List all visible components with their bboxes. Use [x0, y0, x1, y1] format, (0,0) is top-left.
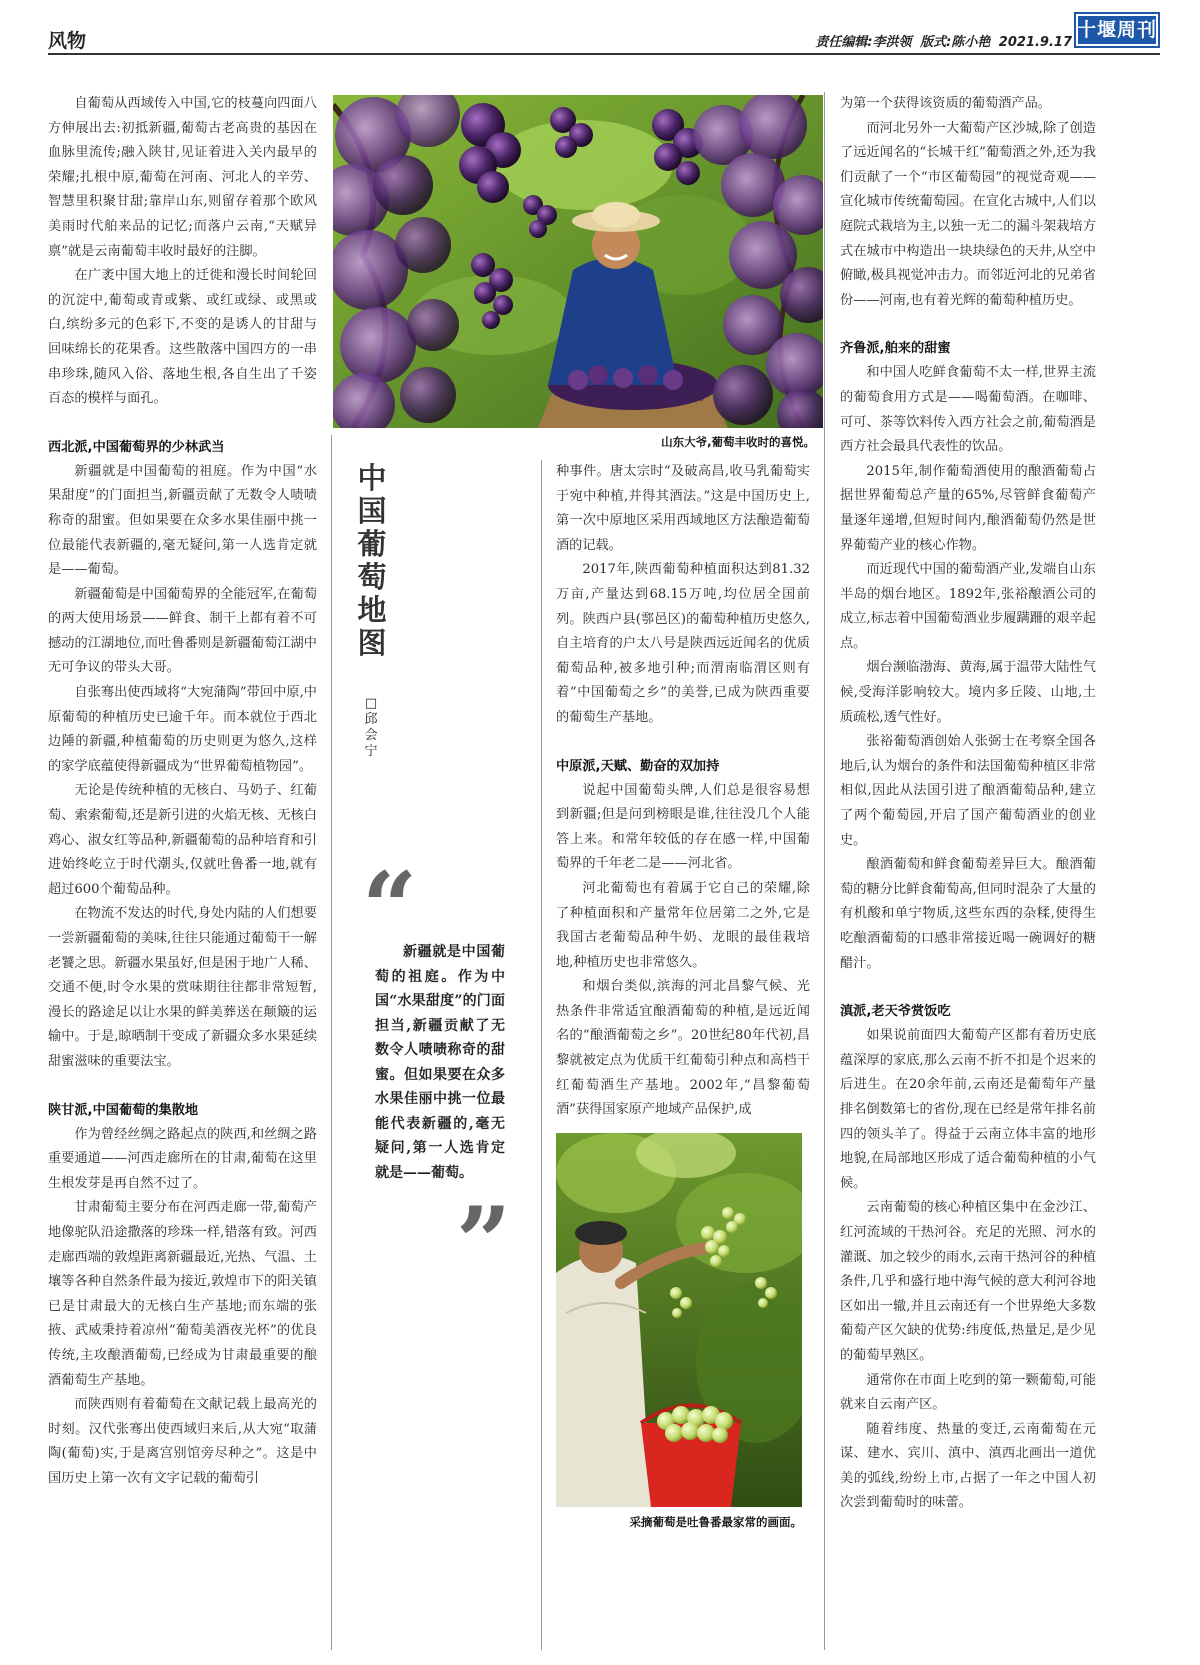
paragraph: 如果说前面四大葡萄产区都有着历史底蕴深厚的家底,那么云南不折不扣是个迟来的后进生。在20余年前,云南还是葡萄年产量排名倒数第七的省份,现在已经是常年排名前四的领头羊了。得益于云南立体丰富的地形地貌,在局部地区形成了适合葡萄种植的小气候。: [840, 1028, 1096, 1191]
paragraph: 甘肃葡萄主要分布在河西走廊一带,葡萄产地像驼队沿途撒落的珍珠一样,错落有致。河西走廊西端的敦煌距离新疆最近,光热、气温、土壤等各种自然条件最为接近,敦煌市下的阳关镇已是甘肃最大的无核白生产基地;而东端的张掖、武威秉持着凉州“葡萄美酒夜光杯”的优良传统,主攻酿酒葡萄,已经成为甘肃最重要的酿酒葡萄生产基地。: [48, 1200, 317, 1388]
article-title: 中国葡萄地图: [357, 461, 387, 660]
top-photo-caption: 山东大爷,葡萄丰收时的喜悦。: [661, 435, 815, 449]
paragraph: 新疆葡萄是中国葡萄界的全能冠军,在葡萄的两大使用场景——鲜食、制干上都有着不可撼动的江湖地位,而吐鲁番则是新疆葡萄江湖中无可争议的带头大哥。: [48, 586, 317, 676]
paragraph: 和中国人吃鲜食葡萄不太一样,世界主流的葡萄食用方式是——喝葡萄酒。在咖啡、可可、茶等饮料传入西方社会之前,葡萄酒是西方社会最具代表性的饮品。: [840, 365, 1096, 455]
paragraph: 通常你在市面上吃到的第一颗葡萄,可能就来自云南产区。: [840, 1372, 1096, 1413]
paragraph: 而近现代中国的葡萄酒产业,发端自山东半岛的烟台地区。1892年,张裕酿酒公司的成立,标志着中国葡萄酒业步履蹒跚的艰辛起点。: [840, 562, 1096, 651]
paragraph: 自葡萄从西域传入中国,它的枝蔓向四面八方伸展出去:初抵新疆,葡萄古老高贵的基因在血脉里流传;融入陕甘,见证着进入关内最早的荣耀;扎根中原,葡萄在河南、河北人的辛劳、智慧里积聚甘甜;靠岸山东,则留存着那个欧风美雨时代舶来品的记忆;而落户云南,“天赋异禀”就是云南葡萄丰收时最好的注脚。: [48, 96, 317, 259]
paragraph: 和烟台类似,滨海的河北昌黎气候、光热条件非常适宜酿酒葡萄的种植,是远近闻名的“酿酒葡萄之乡”。20世纪80年代初,昌黎就被定点为优质干红葡萄引种点和高档干红葡萄酒生产基地。2002年,“昌黎葡萄酒”获得国家原产地域产品保护,成: [556, 979, 810, 1118]
column-divider: [541, 460, 542, 1650]
paragraph: 随着纬度、热量的变迁,云南葡萄在元谋、建水、宾川、滇中、滇西北画出一道优美的弧线,纷纷上市,占据了一年之中国人初次尝到葡萄时的味蕾。: [840, 1421, 1096, 1511]
paragraph: 酿酒葡萄和鲜食葡萄差异巨大。酿酒葡萄的糖分比鲜食葡萄高,但同时混杂了大量的有机酸和单宁物质,这些东西的杂糅,使得生吃酿酒葡萄的口感非常接近喝一碗调好的糖醋汁。: [840, 857, 1096, 971]
paragraph: 烟台濒临渤海、黄海,属于温带大陆性气候,受海洋影响较大。境内多丘陵、山地,土质疏松,透气性好。: [840, 660, 1096, 725]
close-quote-mark: ”: [456, 1186, 512, 1299]
section-heading: 西北派,中国葡萄界的少林武当: [48, 439, 225, 455]
issue-date: 2021.9.17: [998, 35, 1072, 50]
paragraph: 2015年,制作葡萄酒使用的酿酒葡萄占据世界葡萄总产量的65%,尽管鲜食葡萄产量逐年递增,但短时间内,酿酒葡萄仍然是世界葡萄产业的核心作物。: [840, 463, 1096, 553]
section-name: 风物: [48, 30, 87, 52]
paragraph: 为第一个获得该资质的葡萄酒产品。: [840, 96, 1051, 111]
paragraph: 云南葡萄的核心种植区集中在金沙江、红河流域的干热河谷。充足的光照、河水的灌溉、加之较少的雨水,云南干热河谷的种植条件,几乎和盛行地中海气候的意大利河谷地区如出一辙,并且云南还有一个世界绝大多数葡萄产区欠缺的优势:纬度低,热量足,是少见的葡萄早熟区。: [840, 1200, 1096, 1363]
layout-name: 版式:陈小艳: [920, 35, 991, 50]
column-4: [840, 92, 1096, 1516]
section-heading: 滇派,老天爷赏饭吃: [840, 1004, 951, 1020]
pull-quote: 新疆就是中国葡萄的祖庭。作为中国“水果甜度”的门面担当,新疆贡献了无数令人啧啧称奇的甜蜜。但如果要在众多水果佳丽中挑一位最能代表新疆的,毫无疑问,第一人选肯定就是——葡萄。: [375, 944, 505, 1181]
paragraph: 在广袤中国大地上的迁徙和漫长时间轮回的沉淀中,葡萄或青或紫、或红或绿、或黑或白,缤纷多元的色彩下,不变的是诱人的甘甜与回味绵长的花果香。这些散落中国四方的一串串珍珠,随风入俗、落地生根,各自生出了千姿百态的模样与面孔。: [48, 268, 317, 407]
paragraph: 而河北另外一大葡萄产区沙城,除了创造了远近闻名的“长城干红”葡萄酒之外,还为我们贡献了一个“市区葡萄园”的视觉奇观——宣化城市传统葡萄园。在宣化古城中,人们以庭院式栽培为主,以独一无二的漏斗架栽培方式在城市中构造出一块块绿色的天井,从空中俯瞰,极具视觉冲击力。而邻近河北的兄弟省份——河南,也有着光辉的葡萄种植历史。: [840, 120, 1096, 308]
paragraph: 新疆就是中国葡萄的祖庭。作为中国“水果甜度”的门面担当,新疆贡献了无数令人啧啧称奇的甜蜜。但如果要在众多水果佳丽中挑一位最能代表新疆的,毫无疑问,第一人选肯定就是——葡萄。: [48, 463, 317, 578]
column-divider: [331, 435, 332, 1650]
paragraph: 2017年,陕西葡萄种植面积达到81.32万亩,产量达到68.15万吨,均位居全国前列。陕西户县(鄠邑区)的葡萄种植历史悠久,自主培育的户太八号是陕西远近闻名的优质葡萄品种,被多地引种;而渭南临渭区则有着“中国葡萄之乡”的美誉,已成为陕西重要的葡萄生产基地。: [556, 562, 810, 725]
section-heading: 齐鲁派,舶来的甜蜜: [840, 341, 951, 357]
grape-harvest-photo: [333, 95, 823, 428]
paragraph: 河北葡萄也有着属于它自己的荣耀,除了种植面积和产量常年位居第二之外,它是我国古老葡萄品种牛奶、龙眼的最佳栽培地,种植历史也非常悠久。: [556, 880, 810, 970]
paragraph: 无论是传统种植的无核白、马奶子、红葡萄、索索葡萄,还是新引进的火焰无核、无核白鸡心、淑女红等品种,新疆葡萄的品种培育和引进始终屹立于时代潮头,仅就吐鲁番一地,就有超过600个葡萄品种。: [48, 783, 317, 897]
paragraph: 而陕西则有着葡萄在文献记载上最高光的时刻。汉代张骞出使西域归来后,从大宛“取蒲陶(葡萄)实,于是离宫别馆旁尽种之”。这是中国历史上第一次有文字记载的葡萄引: [48, 1397, 317, 1486]
paragraph: 种事件。唐太宗时“及破高昌,收马乳葡萄实于宛中种植,并得其酒法。”这是中国历史上,第一次中原地区采用西域地区方法酿造葡萄酒的记载。: [556, 464, 810, 553]
column-1: [48, 92, 317, 1491]
paragraph: 在物流不发达的时代,身处内陆的人们想要一尝新疆葡萄的美味,往往只能通过葡萄干一解老饕之思。新疆水果虽好,但是困于地广人稀、交通不便,时令水果的赏味期往往都非常短暂,漫长的路途足以让水果的鲜美葬送在颠簸的运输中。于是,晾晒制干变成了新疆众多水果延续甜蜜滋味的重要法宝。: [48, 906, 317, 1069]
editor-name: 责任编辑:李洪领: [815, 35, 912, 50]
editor-credits: [811, 31, 1072, 50]
page-header: [0, 0, 1200, 60]
column-divider: [824, 92, 825, 1650]
section-heading: 中原派,天赋、勤奋的双加持: [556, 758, 720, 774]
section-heading: 陕甘派,中国葡萄的集散地: [48, 1102, 199, 1118]
turpan-grape-picking-photo: [556, 1133, 802, 1507]
open-quote-mark: “: [362, 851, 418, 964]
article-author: □邱会宁: [364, 696, 378, 759]
paragraph: 张裕葡萄酒创始人张弼士在考察全国各地后,认为烟台的条件和法国葡萄种植区非常相似,因此从法国引进了酿酒葡萄品种,建立了两个葡萄园,开启了国产葡萄酒业的创业史。: [840, 734, 1096, 848]
column-3: [556, 460, 810, 1123]
paragraph: 说起中国葡萄头牌,人们总是很容易想到新疆;但是问到榜眼是谁,往往没几个人能答上来。和常年较低的存在感一样,中国葡萄界的千年老二是——河北省。: [556, 782, 810, 872]
paragraph: 作为曾经丝绸之路起点的陕西,和丝绸之路重要通道——河西走廊所在的甘肃,葡萄在这里生根发芽是再自然不过了。: [48, 1126, 317, 1191]
paragraph: 自张骞出使西域将“大宛蒲陶”带回中原,中原葡萄的种植历史已逾千年。而本就位于西北边陲的新疆,种植葡萄的历史则更为悠久,这样的家学底蕴使得新疆成为“世界葡萄植物园”。: [48, 685, 317, 774]
header-rule: [48, 53, 1160, 55]
bottom-photo-caption: 采摘葡萄是吐鲁番最家常的画面。: [629, 1515, 802, 1529]
masthead-logo: 十堰周刊: [1074, 12, 1160, 48]
